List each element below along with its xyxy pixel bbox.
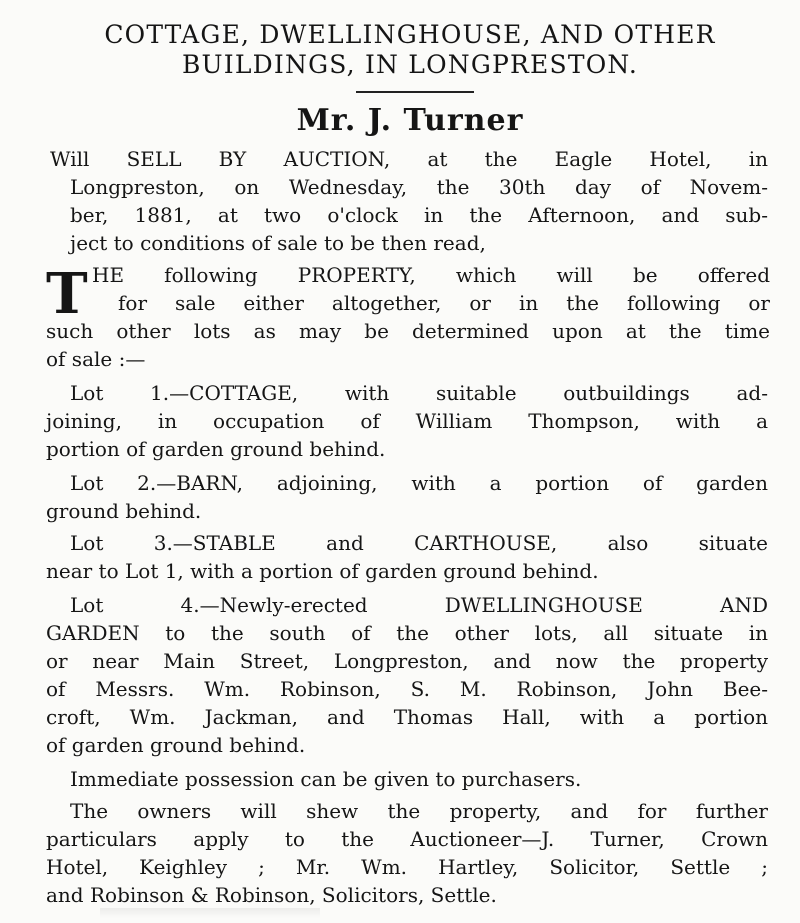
lot2-line-1: Lot 2.—BARN, adjoining, with a portion of garden: [70, 471, 768, 495]
lot2-line-2: ground behind.: [46, 499, 202, 523]
intro-line-4: ject to conditions of sale to be then read,: [70, 231, 486, 255]
page-shadow: [100, 908, 320, 918]
property-line-4: of sale :—: [46, 347, 146, 371]
owners-line-3: Hotel, Keighley ; Mr. Wm. Hartley, Solicitor, Settle ;: [46, 855, 768, 879]
lot1-line-1: Lot 1.—COTTAGE, with suitable outbuildings ad-: [70, 381, 768, 405]
heading-line-2: BUILDINGS, IN LONGPRESTON.: [181, 50, 639, 79]
property-line-2: for sale either altogether, or in the following or: [118, 291, 770, 315]
lot4-line-1: Lot 4.—Newly-erected DWELLINGHOUSE AND: [70, 593, 768, 617]
intro-line-3: ber, 1881, at two o'clock in the Afternoon, and sub-: [70, 203, 768, 227]
lot3-line-1: Lot 3.—STABLE and CARTHOUSE, also situate: [70, 531, 768, 555]
possession-line: Immediate possession can be given to purchasers.: [70, 767, 582, 791]
lot1-line-3: portion of garden ground behind.: [46, 437, 386, 461]
lot4-line-3: or near Main Street, Longpreston, and now the property: [46, 649, 768, 673]
owners-line-4: and Robinson & Robinson, Solicitors, Settle.: [46, 883, 497, 907]
auctioneer-name: Mr. J. Turner: [296, 103, 524, 138]
lot4-line-2: GARDEN to the south of the other lots, all situate in: [46, 621, 768, 645]
lot3-line-2: near to Lot 1, with a portion of garden ground behind.: [46, 559, 599, 583]
owners-line-1: The owners will shew the property, and for further: [70, 799, 768, 823]
heading-divider: [356, 91, 474, 93]
lot4-line-4: of Messrs. Wm. Robinson, S. M. Robinson, John Bee-: [46, 677, 768, 701]
property-line-1: HE following PROPERTY, which will be offered: [92, 263, 770, 287]
owners-line-2: particulars apply to the Auctioneer—J. Turner, Crown: [46, 827, 768, 851]
intro-line-1: Will SELL BY AUCTION, at the Eagle Hotel, in: [50, 147, 768, 171]
property-line-3: such other lots as may be determined upon at the time: [46, 319, 770, 343]
lot1-line-2: joining, in occupation of William Thompson, with a: [46, 409, 768, 433]
lot4-line-6: of garden ground behind.: [46, 733, 306, 757]
drop-cap: T: [46, 261, 88, 327]
lot4-line-5: croft, Wm. Jackman, and Thomas Hall, with a portion: [46, 705, 768, 729]
intro-line-2: Longpreston, on Wednesday, the 30th day of Novem-: [70, 175, 768, 199]
heading-line-1: COTTAGE, DWELLINGHOUSE, AND OTHER: [104, 20, 716, 49]
